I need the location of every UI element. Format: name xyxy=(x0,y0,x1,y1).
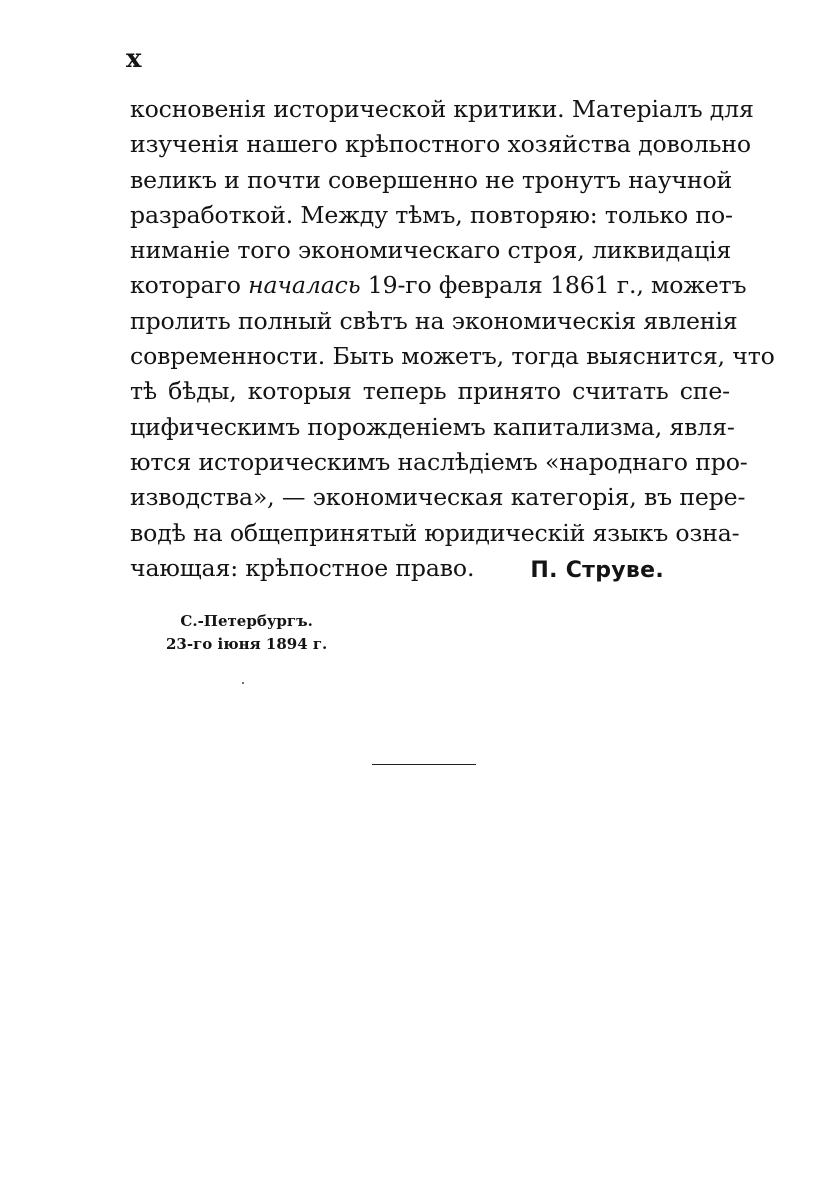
text-segment: котораго xyxy=(130,271,249,300)
section-divider xyxy=(372,764,476,765)
page-number: x xyxy=(126,44,142,74)
text-line: пролить полный свѣтъ на экономическія явленія xyxy=(130,306,738,335)
dateline-date: 23-го іюня 1894 г. xyxy=(166,635,328,653)
dateline-place: С.-Петербургъ. xyxy=(180,612,313,630)
print-speck xyxy=(242,682,244,684)
dateline xyxy=(166,610,327,656)
author-signature: П. Струве. xyxy=(530,558,664,583)
text-line: тѣ бѣды, которыя теперь принято считать спе- xyxy=(130,377,730,406)
text-line: современности. Быть можетъ, тогда выяснится, что xyxy=(130,342,775,371)
text-line: цифическимъ порожденіемъ капитализма, явля- xyxy=(130,412,735,441)
text-line: изученія нашего крѣпостного хозяйства довольно xyxy=(130,130,751,159)
text-line: косновенія исторической критики. Матеріалъ для xyxy=(130,95,754,123)
text-segment: 19-го февраля 1861 г., можетъ xyxy=(360,271,747,300)
text-line xyxy=(130,268,747,303)
text-line: изводства», — экономическая категорія, въ пере- xyxy=(130,483,746,512)
text-line: чающая: крѣпостное право. xyxy=(130,553,475,582)
preface-text xyxy=(130,92,775,586)
text-line: великъ и почти совершенно не тронутъ научной xyxy=(130,165,733,194)
text-line: разработкой. Между тѣмъ, повторяю: только по- xyxy=(130,200,733,229)
text-line: водѣ на общепринятый юридическій языкъ озна- xyxy=(130,518,740,547)
text-line: ются историческимъ наслѣдіемъ «народнаго про- xyxy=(130,447,748,476)
emphasized-word: началась xyxy=(248,271,361,300)
text-line: ниманіе того экономическаго строя, ликвидація xyxy=(130,236,732,265)
